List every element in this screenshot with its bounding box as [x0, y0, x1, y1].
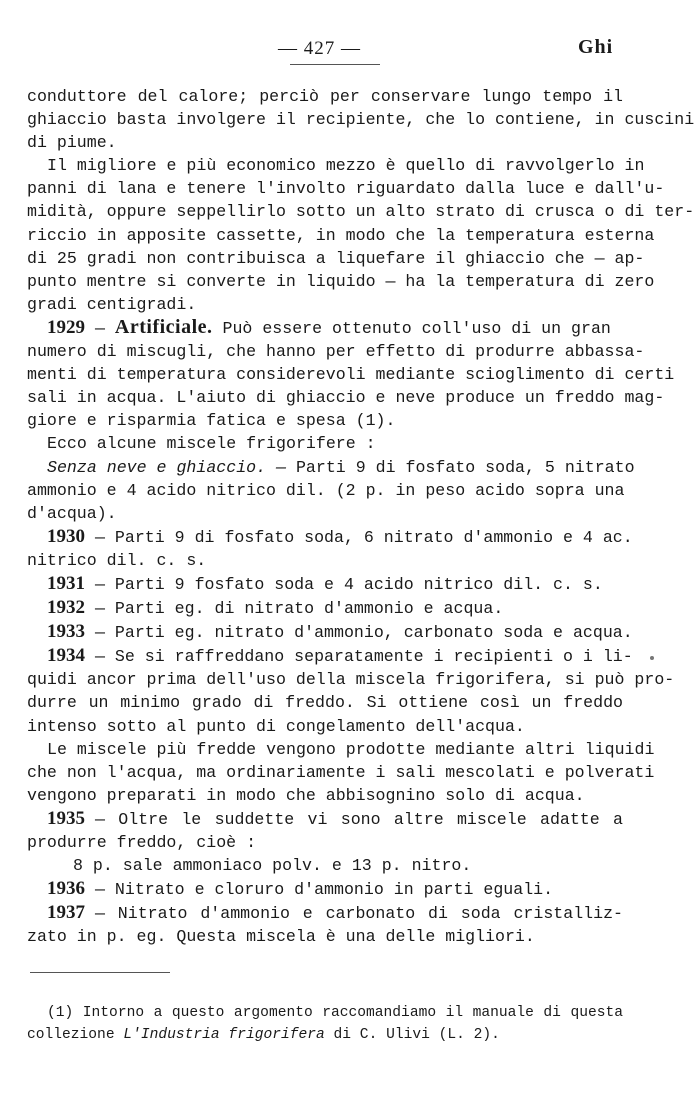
text-line: riccio in apposite cassette, in modo che la temperatura esterna — [27, 225, 655, 245]
paragraph-1932 — [27, 596, 623, 620]
footnote-title: L'Industria frigorifera — [123, 1027, 325, 1043]
text-line: gradi centigradi. — [27, 294, 197, 314]
paragraph-number: 1932 — [47, 597, 85, 619]
paragraph-1934 — [27, 644, 633, 668]
paragraph-number: 1933 — [47, 621, 85, 643]
paragraph-1930 — [27, 525, 633, 549]
page-number: — 427 — — [278, 38, 361, 59]
section-heading: Artificiale. — [114, 315, 213, 338]
paragraph-number: 1930 — [47, 525, 85, 547]
text-line: numero di miscugli, che hanno per effetto di produrre abbassa- — [27, 342, 645, 362]
text-line: vengono preparati in modo che abbisognino solo di acqua. — [27, 785, 585, 805]
text-line: panni di lana e tenere l'involto riguardato dalla luce e dall'u- — [27, 179, 665, 199]
paragraph-1933 — [27, 620, 633, 644]
text-span: — Parti 9 di fosfato soda, 6 nitrato d'ammonio e 4 ac. — [95, 527, 633, 547]
text-line: durre un minimo grado di freddo. Si ottiene così un freddo — [27, 693, 623, 713]
paragraph-number: 1936 — [47, 878, 85, 900]
text-span: — Parti eg. di nitrato d'ammonio e acqua. — [95, 599, 504, 619]
text-line: 8 p. sale ammoniaco polv. e 13 p. nitro. — [73, 856, 472, 876]
paragraph-number: 1934 — [47, 645, 85, 667]
paragraph-1929 — [27, 316, 623, 340]
text-line: Il migliore e più economico mezzo è quello di ravvolgerlo in — [47, 156, 645, 176]
footnote-rule — [30, 972, 170, 973]
text-line: quidi ancor prima dell'uso della miscela frigorifera, si può pro- — [27, 670, 675, 690]
footnote-text: di C. Ulivi (L. 2). — [324, 1027, 500, 1043]
text-line: giore e risparmia fatica e spesa (1). — [27, 411, 396, 431]
header-rule — [290, 64, 380, 65]
text-span: — Parti eg. nitrato d'ammonio, carbonato soda e acqua. — [95, 623, 633, 643]
text-span: Può essere ottenuto coll'uso di un gran — [212, 318, 611, 338]
footnote-text: collezione — [27, 1027, 124, 1043]
text-line: conduttore del calore; perciò per conservare lungo tempo il — [27, 87, 623, 106]
text-span: Parti 9 di fosfato soda, 5 nitrato — [295, 457, 635, 477]
text-line: punto mentre si converte in liquido — ha la temperatura di zero — [27, 271, 655, 291]
text-span: — Se si raffreddano separatamente i recipienti o i li- — [95, 647, 633, 667]
paragraph-1931 — [27, 572, 623, 596]
text-span: — Parti 9 fosfato soda e 4 acido nitrico dil. c. s. — [95, 574, 603, 594]
text-line: di 25 gradi non contribuisca a liquefare il ghiaccio che — ap- — [27, 248, 645, 268]
footnote-line — [27, 1002, 623, 1024]
text-line: Le miscele più fredde vengono prodotte mediante altri liquidi — [47, 739, 655, 759]
text-span: — Nitrato e cloruro d'ammonio in parti eguali. — [95, 880, 554, 900]
italic-subheading: Senza neve e ghiaccio. — — [47, 457, 296, 477]
text-line: menti di temperatura considerevoli mediante scioglimento di certi — [27, 365, 675, 385]
text-line: ghiaccio basta involgere il recipiente, che lo contiene, in cuscini — [27, 110, 695, 130]
text-line: sali in acqua. L'aiuto di ghiaccio e neve produce un freddo mag- — [27, 388, 665, 408]
text-line — [27, 456, 635, 479]
paragraph-number: 1937 — [47, 902, 85, 924]
text-line: midità, oppure seppellirlo sotto un alto strato di crusca o di ter- — [27, 202, 695, 222]
text-line: nitrico dil. c. s. — [27, 550, 207, 570]
footnote-marker: (1) — [47, 1005, 74, 1021]
footnote-line — [27, 1024, 623, 1046]
text-line: di piume. — [27, 133, 117, 153]
paragraph-1937 — [27, 901, 623, 925]
text-line: Ecco alcune miscele frigorifere : — [47, 434, 376, 454]
paragraph-number: 1931 — [47, 572, 85, 594]
paragraph-1936 — [27, 877, 623, 901]
text-line: zato in p. eg. Questa miscela è una delle migliori. — [27, 927, 535, 947]
text-span: — Nitrato d'ammonio e carbonato di soda cristalliz- — [95, 904, 623, 924]
footnote — [27, 1002, 623, 1046]
text-line: che non l'acqua, ma ordinariamente i sali mescolati e polverati — [27, 762, 655, 782]
margin-mark — [650, 656, 654, 660]
text-line: intenso sotto al punto di congelamento dell'acqua. — [27, 716, 525, 736]
dash: — — [95, 318, 115, 338]
text-span: — Oltre le suddette vi sono altre miscele adatte a — [95, 809, 623, 829]
paragraph-number: 1929 — [47, 316, 85, 338]
paragraph-1935 — [27, 807, 623, 831]
text-line: d'acqua). — [27, 503, 117, 523]
paragraph-number: 1935 — [47, 807, 85, 829]
text-line: produrre freddo, cioè : — [27, 833, 257, 852]
body-text — [27, 85, 695, 948]
text-line: ammonio e 4 acido nitrico dil. (2 p. in peso acido sopra una — [27, 480, 625, 500]
running-head: Ghi — [578, 36, 614, 58]
footnote-text: Intorno a questo argomento raccomandiamo il manuale di questa — [73, 1005, 623, 1021]
